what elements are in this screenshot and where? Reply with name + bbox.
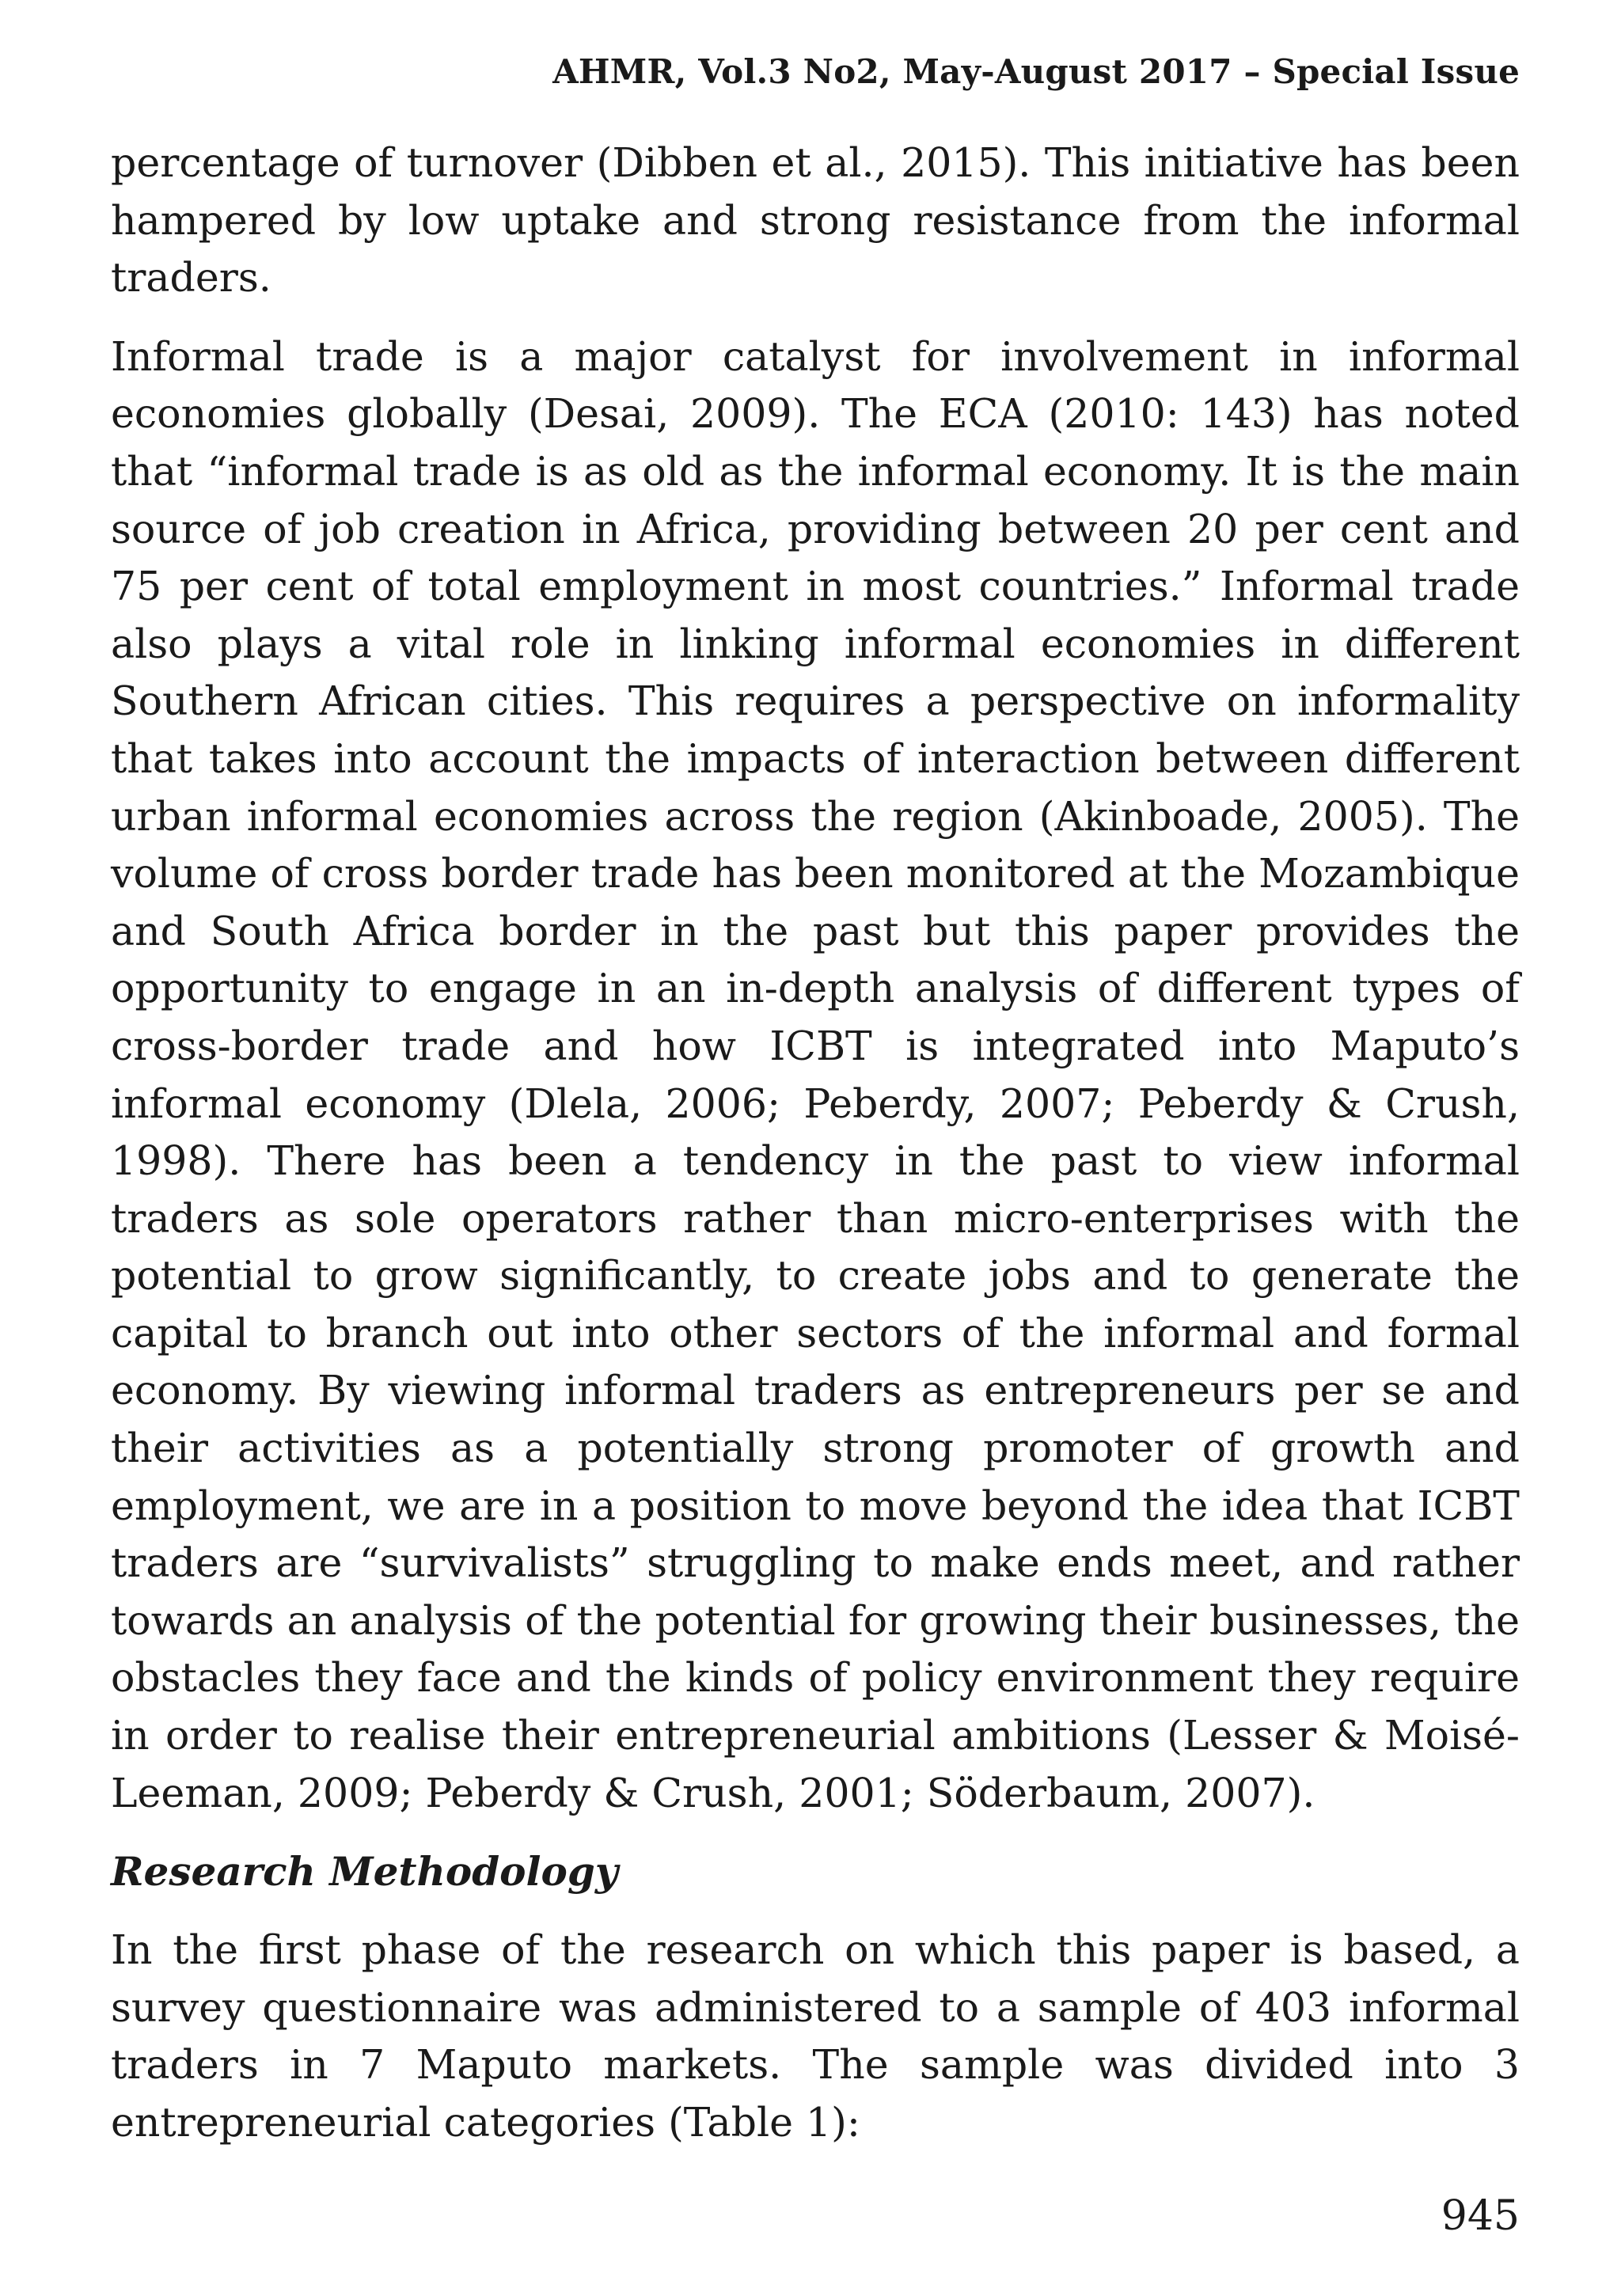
running-header: AHMR, Vol.3 No2, May-August 2017 – Special Issue bbox=[552, 52, 1520, 91]
page-number: 945 bbox=[1441, 2192, 1520, 2240]
body-text bbox=[111, 135, 1520, 2152]
paragraph-methodology: In the first phase of the research on which this paper is based, a survey questionnaire was administered to a sample of 403 informal traders in 7 Maputo markets. The sample was divided into 3 entrepreneurial categories (Table 1): bbox=[111, 1926, 1520, 2146]
section-heading: Research Methodology bbox=[111, 1848, 618, 1896]
paragraph-continuation: percentage of turnover (Dibben et al., 2015). This initiative has been hampered by low uptake and strong resistance from the informal traders. bbox=[111, 139, 1520, 302]
paragraph-informal-trade: Informal trade is a major catalyst for involvement in informal economies globally (Desai, 2009). The ECA (2010: 143) has noted that “informal trade is as old as the informal economy. It is the main source of job creation in Africa, providing between 20 per cent and 75 per cent of total employment in most countries.” Informal trade also plays a vital role in linking informal economies in different Southern African cities. This requires a perspective on informality that takes into account the impacts of interaction between different urban informal economies across the region (Akinboade, 2005). The volume of cross border trade has been monitored at the Mozambique and South Africa border in the past but this paper provides the opportunity to engage in an in-depth analysis of different types of cross-border trade and how ICBT is integrated into Maputo’s informal economy (Dlela, 2006; Peberdy, 2007; Peberdy & Crush, 1998). There has been a tendency in the past to view informal traders as sole operators rather than micro-enterprises with the potential to grow significantly, to create jobs and to generate the capital to branch out into other sectors of the informal and formal economy. By viewing informal traders as entrepreneurs per se and their activities as a potentially strong promoter of growth and employment, we are in a position to move beyond the idea that ICBT traders are “survivalists” struggling to make ends meet, and rather towards an analysis of the potential for growing their businesses, the obstacles they face and the kinds of policy environment they require in order to realise their entrepreneurial ambitions (Lesser & Moisé-Leeman, 2009; Peberdy & Crush, 2001; Söderbaum, 2007). bbox=[111, 332, 1520, 1816]
